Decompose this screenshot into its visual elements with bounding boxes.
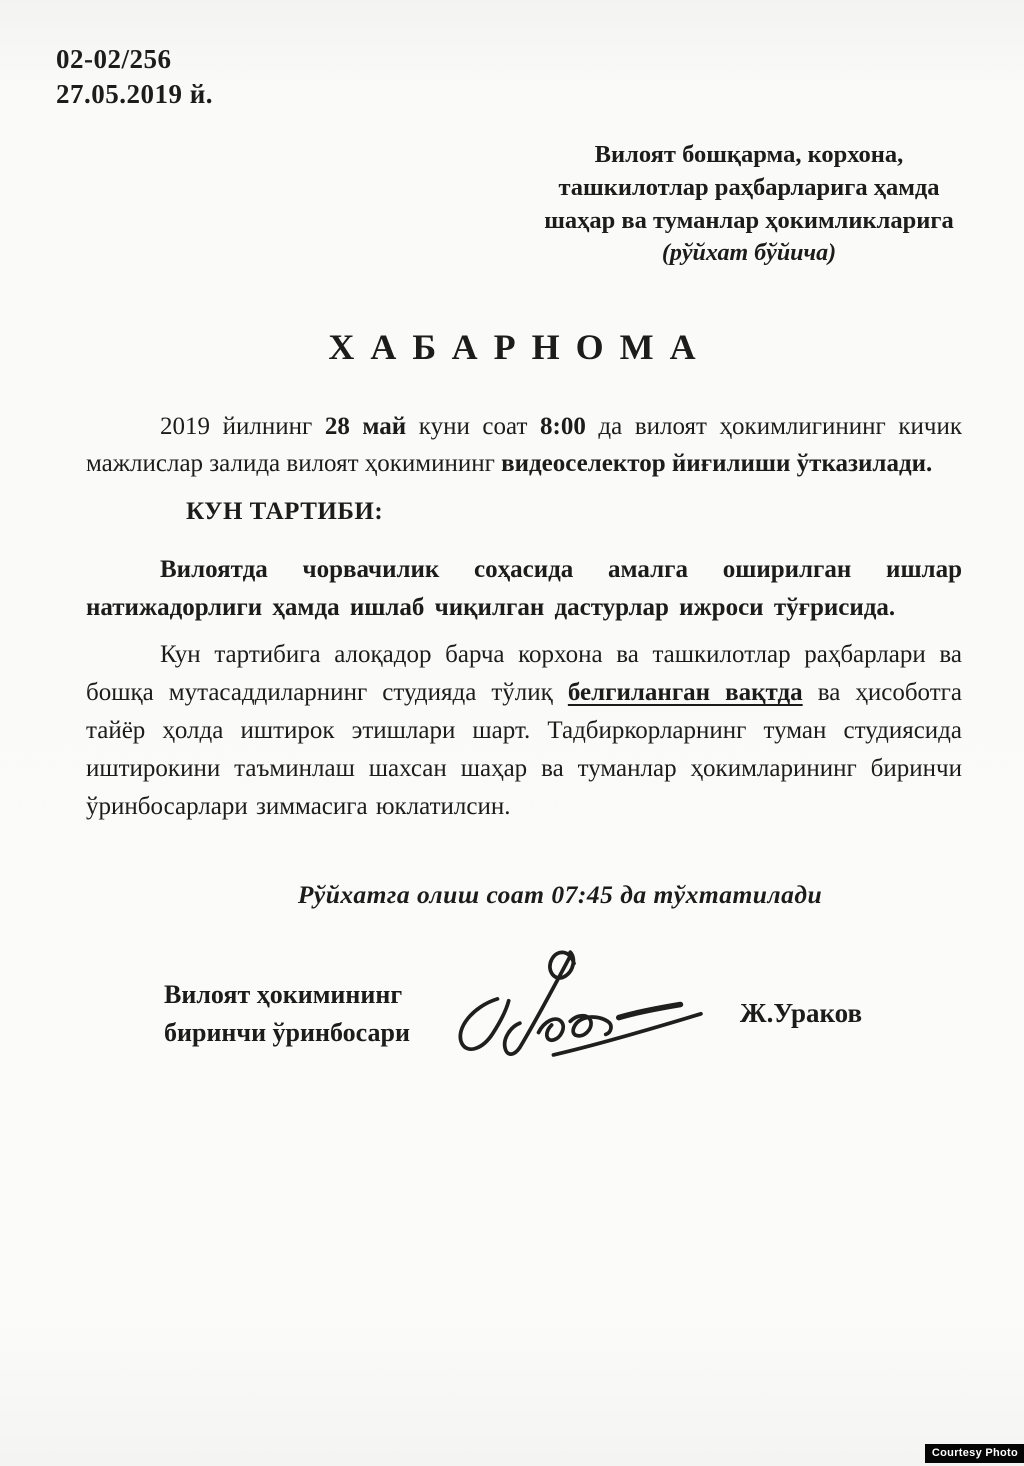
signatory-position-line: биринчи ўринбосари — [164, 1017, 410, 1047]
recipient-block — [504, 138, 994, 270]
meeting-text: 2019 йилнинг — [160, 413, 325, 440]
body-paragraph — [86, 636, 962, 826]
signature-block — [164, 960, 964, 1067]
meeting-text: куни соат — [406, 413, 540, 440]
meeting-paragraph — [86, 408, 962, 482]
courtesy-photo-badge: Courtesy Photo — [925, 1444, 1024, 1463]
meeting-date-bold: 28 май — [324, 413, 407, 440]
document-title: ХАБАРНОМА — [328, 327, 712, 367]
agenda-heading: КУН ТАРТИБИ: — [186, 498, 384, 525]
document-date: 27.05.2019 й. — [56, 79, 214, 109]
recipient-line: Вилоят бошқарма, корхона, — [594, 141, 904, 168]
recipient-note: (рўйхат бўйича) — [661, 240, 837, 266]
body-underlined-bold: белгиланган вақтда — [567, 679, 803, 706]
recipient-line: ташкилотлар раҳбарларига ҳамда — [558, 174, 940, 201]
agenda-paragraph: Вилоятда чорвачилик соҳасида амалга оширилган ишлар натижадорлиги ҳамда ишлаб чиқилган дастурлар ижроси тўғрисида. — [86, 556, 962, 621]
reference-number: 02-02/256 — [56, 44, 172, 74]
registration-note: Рўйхатга олиш соат 07:45 да тўхтатилади — [297, 880, 823, 909]
signatory-position-line: Вилоят ҳокимининг — [164, 979, 403, 1009]
handwritten-signature — [434, 942, 714, 1067]
ref-date-block — [56, 42, 1024, 112]
signatory-name: Ж.Ураков — [739, 998, 863, 1028]
signatory-position — [164, 976, 410, 1052]
body-text: Кун тартибига алоқадор барча корхона ва ташкилотлар раҳбарлари ва бошқа мутасаддиларнинг студияда тўлиқ — [86, 641, 962, 706]
meeting-event-bold: видеоселектор йиғилиши ўтказилади. — [501, 450, 933, 477]
body-text: ва ҳисоботга тайёр ҳолда иштирок этишлари шарт. Тадбиркорларнинг туман студиясида иштирокини таъминлаш шахсан шаҳар ва туманлар ҳокимларининг биринчи ўринбосарлари зиммасига юклатилсин. — [86, 679, 962, 820]
recipient-line: шаҳар ва туманлар ҳокимликларига — [544, 207, 954, 234]
meeting-time-bold: 8:00 — [540, 413, 586, 440]
meeting-text: да вилоят ҳокимлигининг кичик мажлислар залида вилоят ҳокимининг — [86, 413, 962, 477]
